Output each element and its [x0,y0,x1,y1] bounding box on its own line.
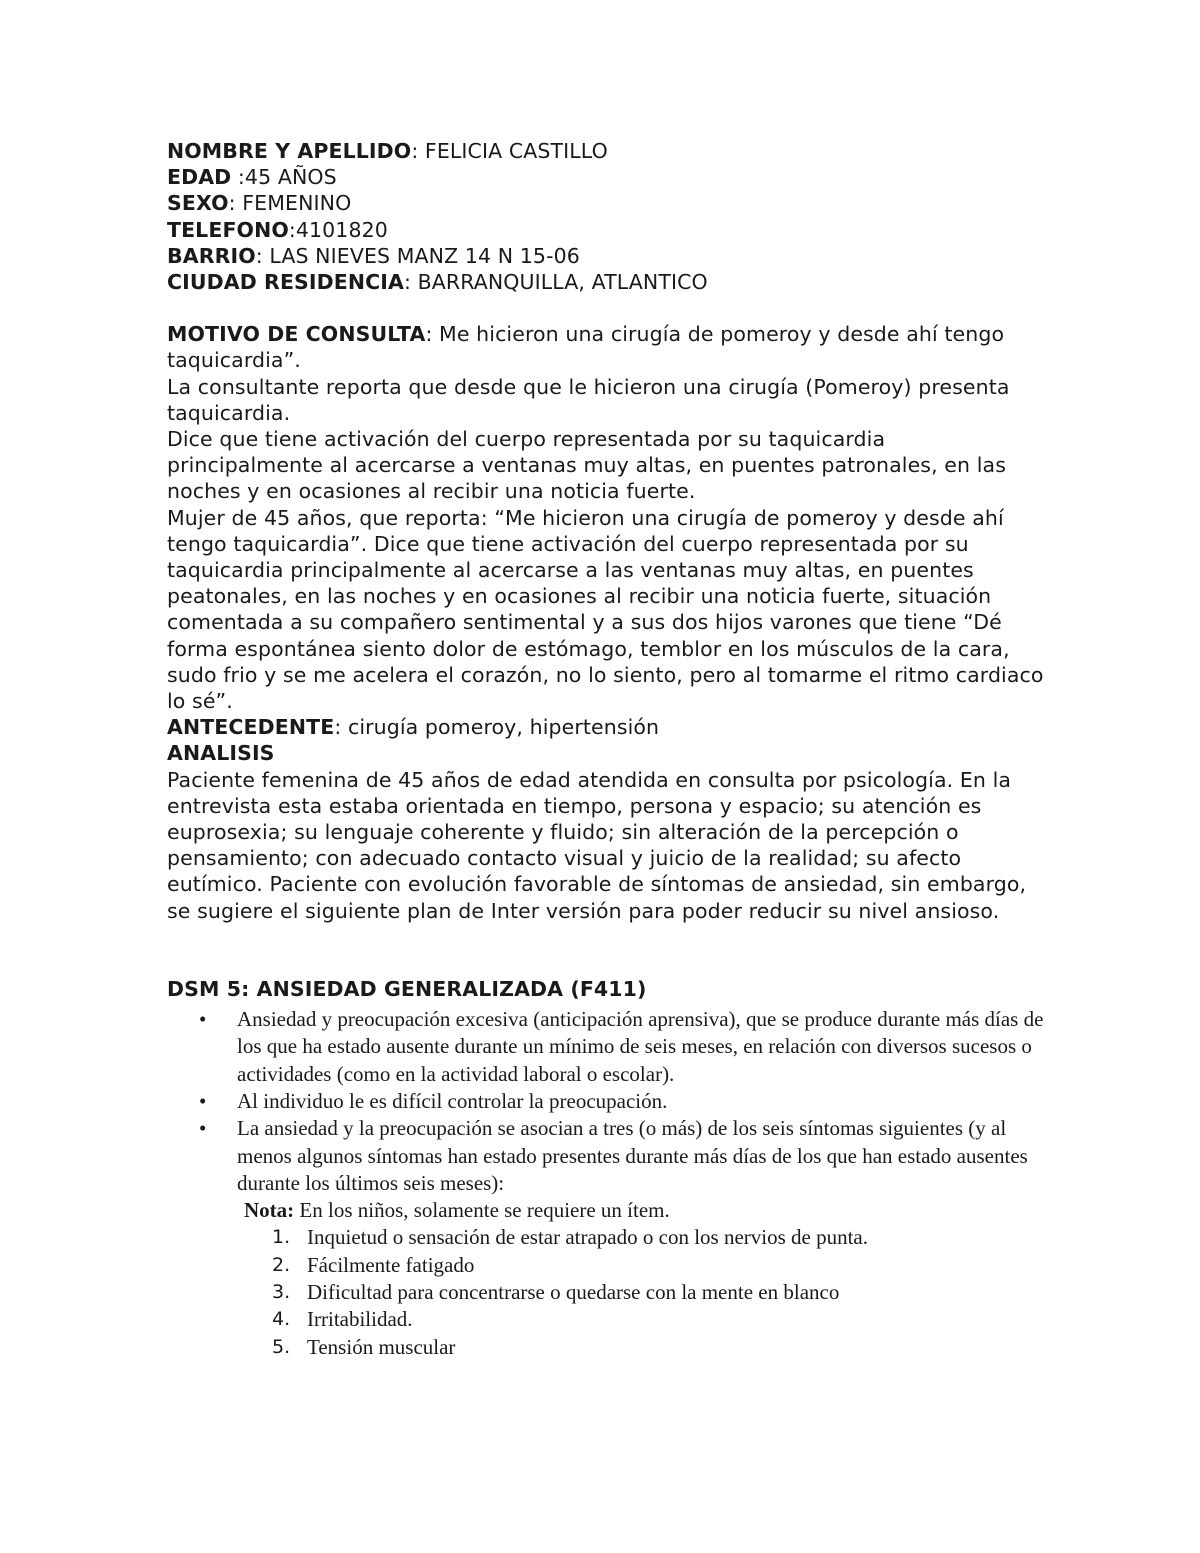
list-item [167,1006,1047,1088]
field-ciudad [167,269,1047,295]
dsm-heading [167,976,1047,1002]
field-value: : FEMENINO [228,191,352,216]
motivo-consulta [167,321,1047,373]
field-label: CIUDAD RESIDENCIA [167,270,404,295]
motivo-paragraph: Dice que tiene activación del cuerpo representada por su taquicardia principalmente al acercarse a ventanas muy altas, en puentes patronales, en las noches y en ocasiones al recibir una noticia fuerte. [167,427,1006,504]
motivo-paragraph: Mujer de 45 años, que reporta: “Me hicieron una cirugía de pomeroy y desde ahí tengo taquicardia”. Dice que tiene activación del cuerpo representada por su taquicardia principalmente al acercarse a las ventanas muy altas, en puentes peatonales, en las noches y en ocasiones al recibir una noticia fuerte, situación comentada a su compañero sentimental y a sus dos hijos varones que tiene “Dé forma espontánea siento dolor de estómago, temblor en los músculos de la cara, sudo frio y se me acelera el corazón, no lo siento, pero al tomarme el ritmo cardiaco lo sé”. [167,505,1044,714]
antecedente [167,714,1047,740]
list-item [167,1279,1047,1306]
dsm-label: DSM 5 [167,976,242,1001]
field-telefono [167,217,1047,243]
note-text: En los niños, solamente se requiere un ítem. [294,1198,670,1223]
item-number: 3. [272,1281,291,1304]
field-label: BARRIO [167,243,256,268]
antecedente-label: ANTECEDENTE [167,715,335,740]
field-label: NOMBRE Y APELLIDO [167,139,412,163]
note-label: Nota: [244,1198,295,1223]
bullet-icon: • [199,1007,207,1032]
symptom-list [167,1224,1047,1360]
field-edad [167,164,1047,190]
criterion-text: Ansiedad y preocupación excesiva (anticipación aprensiva), que se produce durante más días de los que ha estado ausente durante un mínimo de seis meses, en relación con diversos sucesos o actividades (como en la actividad laboral o escolar). [237,1007,1044,1086]
list-item [167,1334,1047,1361]
criteria-list [167,1006,1047,1197]
item-text: Fácilmente fatigado [307,1252,475,1277]
document-body [167,138,1047,1361]
dsm-title: : ANSIEDAD GENERALIZADA (F411) [241,976,647,1001]
field-value: : LAS NIEVES MANZ 14 N 15-06 [255,243,580,268]
field-value: : FELICIA CASTILLO [411,139,608,163]
item-number: 4. [272,1308,291,1331]
list-item [167,1088,1047,1115]
motivo-text: : Me hicieron una cirugía de pomeroy y desde ahí tengo taquicardia”. [167,322,1005,373]
dsm-criteria [167,1006,1047,1361]
bullet-icon: • [199,1088,207,1113]
field-sexo [167,190,1047,216]
list-item [167,1306,1047,1333]
criterion-text: Al individuo le es difícil controlar la preocupación. [237,1088,668,1113]
criteria-note [167,1197,1047,1224]
item-number: 5. [272,1335,291,1358]
field-label: TELEFONO [167,217,289,242]
item-text: Irritabilidad. [307,1307,413,1332]
criterion-text: La ansiedad y la preocupación se asocian a tres (o más) de los seis síntomas siguientes (y al menos algunos síntomas han estado presentes durante más días de los que han estado ausentes durante los últimos seis meses): [237,1116,1028,1195]
item-text: Tensión muscular [307,1334,456,1359]
motivo-label: MOTIVO DE CONSULTA [167,322,426,347]
item-number: 2. [272,1253,291,1276]
item-text: Inquietud o sensación de estar atrapado o con los nervios de punta. [307,1225,869,1250]
analisis-heading: ANALISIS [167,741,275,766]
bullet-icon: • [199,1116,207,1141]
item-number: 1. [272,1226,291,1249]
field-label: SEXO [167,191,229,216]
list-item [167,1252,1047,1279]
field-nombre [167,138,1047,164]
analisis-text: Paciente femenina de 45 años de edad atendida en consulta por psicología. En la entrevista esta estaba orientada en tiempo, persona y espacio; su atención es euprosexia; su lenguaje coherente y fluido; sin alteración de la percepción o pensamiento; con adecuado contacto visual y juicio de la realidad; su afecto eutímico. Paciente con evolución favorable de síntomas de ansiedad, sin embargo, se sugiere el siguiente plan de Inter versión para poder reducir su nivel ansioso. [167,767,1027,923]
field-value: : BARRANQUILLA, ATLANTICO [403,270,708,295]
list-item [167,1224,1047,1251]
field-value: :45 AÑOS [231,165,337,190]
motivo-paragraph: La consultante reporta que desde que le hicieron una cirugía (Pomeroy) presenta taquicardia. [167,374,1010,425]
list-item [167,1115,1047,1197]
antecedente-text: : cirugía pomeroy, hipertensión [334,715,660,740]
field-value: :4101820 [288,217,388,242]
item-text: Dificultad para concentrarse o quedarse con la mente en blanco [307,1280,840,1305]
field-barrio [167,243,1047,269]
field-label: EDAD [167,165,232,190]
patient-info [167,138,1047,1002]
